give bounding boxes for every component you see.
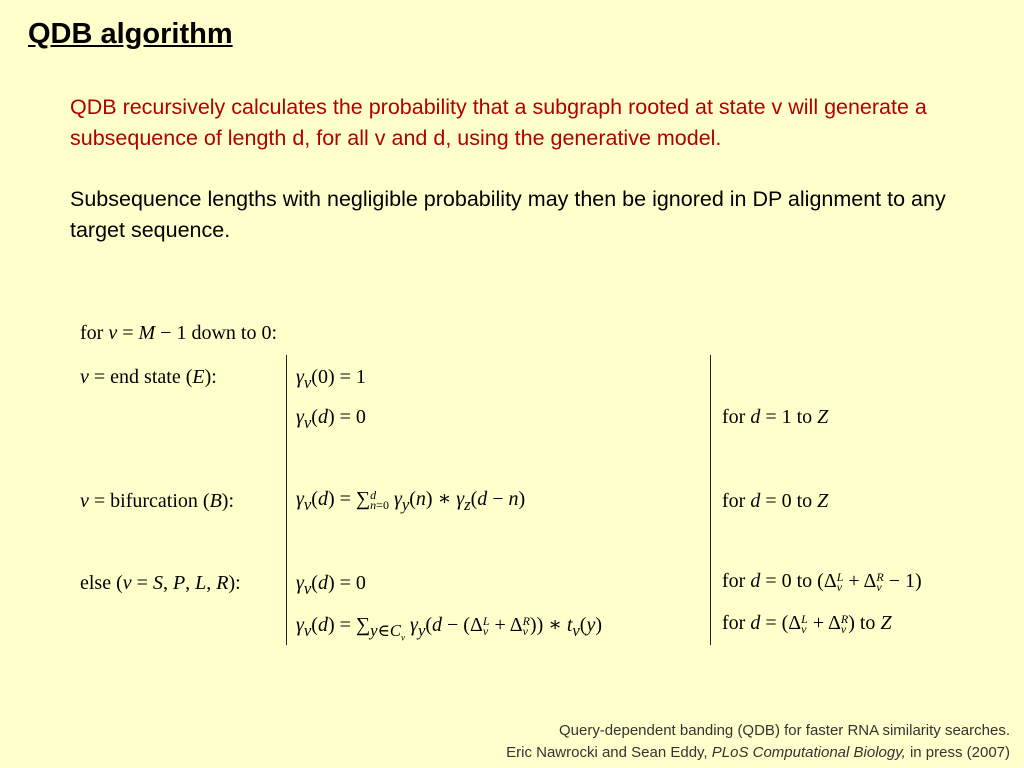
loop-header: for v = M − 1 down to 0: [80,322,278,344]
column-divider-right [710,355,711,645]
citation-line-1: Query-dependent banding (QDB) for faster RNA similarity searches. [558,722,1010,739]
case-else-range1: for d = 0 to (ΔL v + ΔR v − 1) [722,570,922,595]
case-bif-range: for d = 0 to Z [722,490,829,512]
citation-status: in press (2007) [905,744,1010,761]
column-divider-left [286,355,287,645]
case-end-eq2: $\gamma_v(d) = 0$ [296,406,366,432]
case-else-label: else (v = S, P, L, R): [80,572,241,594]
slide-title: QDB algorithm [28,18,233,50]
case-else-eq1: $\gamma_v(d) = 0$ [296,572,366,598]
case-bif-label: v = bifurcation (B): [80,490,235,512]
intro-paragraph: QDB recursively calculates the probability that a subgraph rooted at state v will generate a subsequence of length d, for all v and d, using the generative model. [70,95,927,150]
case-else-range2: for d = (ΔL v + ΔR v ) to Z [722,612,892,637]
detail-paragraph: Subsequence lengths with negligible probability may then be ignored in DP alignment to any target sequence. [70,187,946,242]
case-end-eq1: $\gamma_v(0) = 1$ [296,366,366,392]
case-end-label: v = end state (E): [80,366,217,388]
case-end-range2: for d = 1 to Z [722,406,829,428]
citation-authors: Eric Nawrocki and Sean Eddy, [506,744,712,761]
case-else-eq2: $\gamma_v(d) = \sum_{y\in C_v}$ $\gamma_y(d - (\Delta L$ v + ΔR v )) ∗ $t_v(y)$ [296,614,603,643]
case-bif-eq: $\gamma_v(d) = \sum d$ n=0 $\gamma_y(n)$ ∗ $\gamma_z(d - n)$ [296,488,526,514]
citation-journal: PLoS Computational Biology, [711,744,906,761]
citation-line-2 [506,744,1010,761]
